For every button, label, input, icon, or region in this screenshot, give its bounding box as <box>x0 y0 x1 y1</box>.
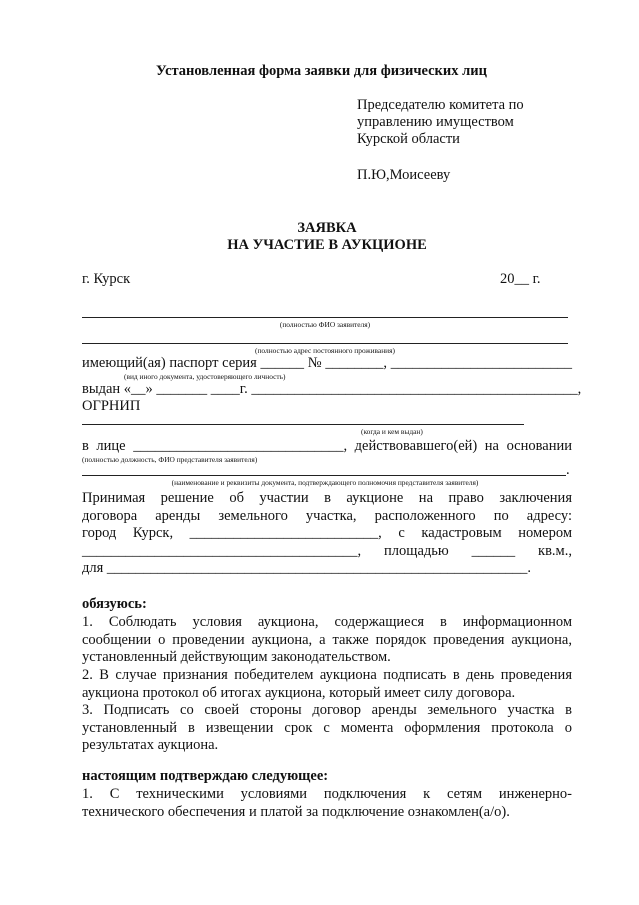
representative-caption: (полностью должность, ФИО представителя заявителя) <box>82 455 258 464</box>
issued-line: выдан «__» _______ ____г. _____________________________________________, <box>82 381 582 397</box>
form-title: Установленная форма заявки для физических лиц <box>156 63 487 79</box>
obligations-title: обязуюсь: <box>82 596 147 612</box>
obligation-line: сообщении о проведении аукциона, а также порядок проведения аукциона, <box>82 631 572 648</box>
heading-line-2: НА УЧАСТИЕ В АУКЦИОНЕ <box>227 237 427 253</box>
addressee-line-2: управлению имуществом <box>357 114 514 130</box>
obligation-line: 1. Соблюдать условия аукциона, содержащиеся в информационном <box>82 614 572 630</box>
obligation-3 <box>82 702 572 755</box>
obligation-line: установленный в извещении срок с момента оформления протокола о <box>82 719 572 736</box>
decision-line: ______________________________________, площадью ______ кв.м., <box>82 542 572 559</box>
obligation-1 <box>82 614 572 667</box>
obligation-line: аукциона протокол об итогах аукциона, который имеет силу договора. <box>82 684 516 701</box>
obligation-line: 2. В случае признания победителем аукциона подписать в день проведения <box>82 667 572 683</box>
document-caption: (вид иного документа, удостоверяющего личность) <box>124 372 286 381</box>
confirm-title: настоящим подтверждаю следующее: <box>82 768 329 784</box>
addressee-line-3: Курской области <box>357 131 460 147</box>
issued-by-caption: (когда и кем выдан) <box>361 427 423 436</box>
confirm-line: 1. С техническими условиями подключения к сетям инженерно- <box>82 786 572 802</box>
authority-dot: . <box>566 462 570 478</box>
decision-paragraph <box>82 490 572 578</box>
obligation-2 <box>82 667 572 702</box>
issued-by-line <box>82 424 524 425</box>
address-caption: (полностью адрес постоянного проживания) <box>255 346 395 355</box>
passport-line: имеющий(ая) паспорт серия ______ № ________, _________________________ <box>82 355 572 371</box>
heading-line-1: ЗАЯВКА <box>297 220 357 236</box>
decision-line: для __________________________________________________________. <box>82 560 532 577</box>
obligation-line: результатах аукциона. <box>82 737 219 754</box>
city: г. Курск <box>82 271 131 287</box>
addressee-line-1: Председателю комитета по <box>357 97 524 113</box>
confirm-line: технического обеспечения и платой за подключение ознакомлен(а/о). <box>82 803 510 820</box>
decision-line: Принимая решение об участии в аукционе на право заключения <box>82 490 572 506</box>
address-line <box>82 343 568 344</box>
year: 20__ г. <box>500 271 541 287</box>
obligation-line: установленный действующим законодательством. <box>82 649 391 666</box>
authority-caption: (наименование и реквизиты документа, подтверждающего полномочия представителя заявителя) <box>171 478 479 487</box>
fio-line <box>82 317 568 318</box>
ogrnip-label: ОГРНИП <box>82 398 141 414</box>
in-person-line: в лице _____________________________, действовавшего(ей) на основании <box>82 438 572 454</box>
fio-caption: (полностью ФИО заявителя) <box>279 320 371 329</box>
confirm-item-1 <box>82 786 572 821</box>
addressee-name: П.Ю,Моисееву <box>357 167 451 183</box>
decision-line: договора аренды земельного участка, расположенного по адресу: <box>82 507 572 524</box>
decision-line: город Курск, __________________________, с кадастровым номером <box>82 525 572 542</box>
obligation-line: 3. Подписать со своей стороны договор аренды земельного участка в <box>82 702 572 718</box>
authority-line <box>82 475 566 476</box>
